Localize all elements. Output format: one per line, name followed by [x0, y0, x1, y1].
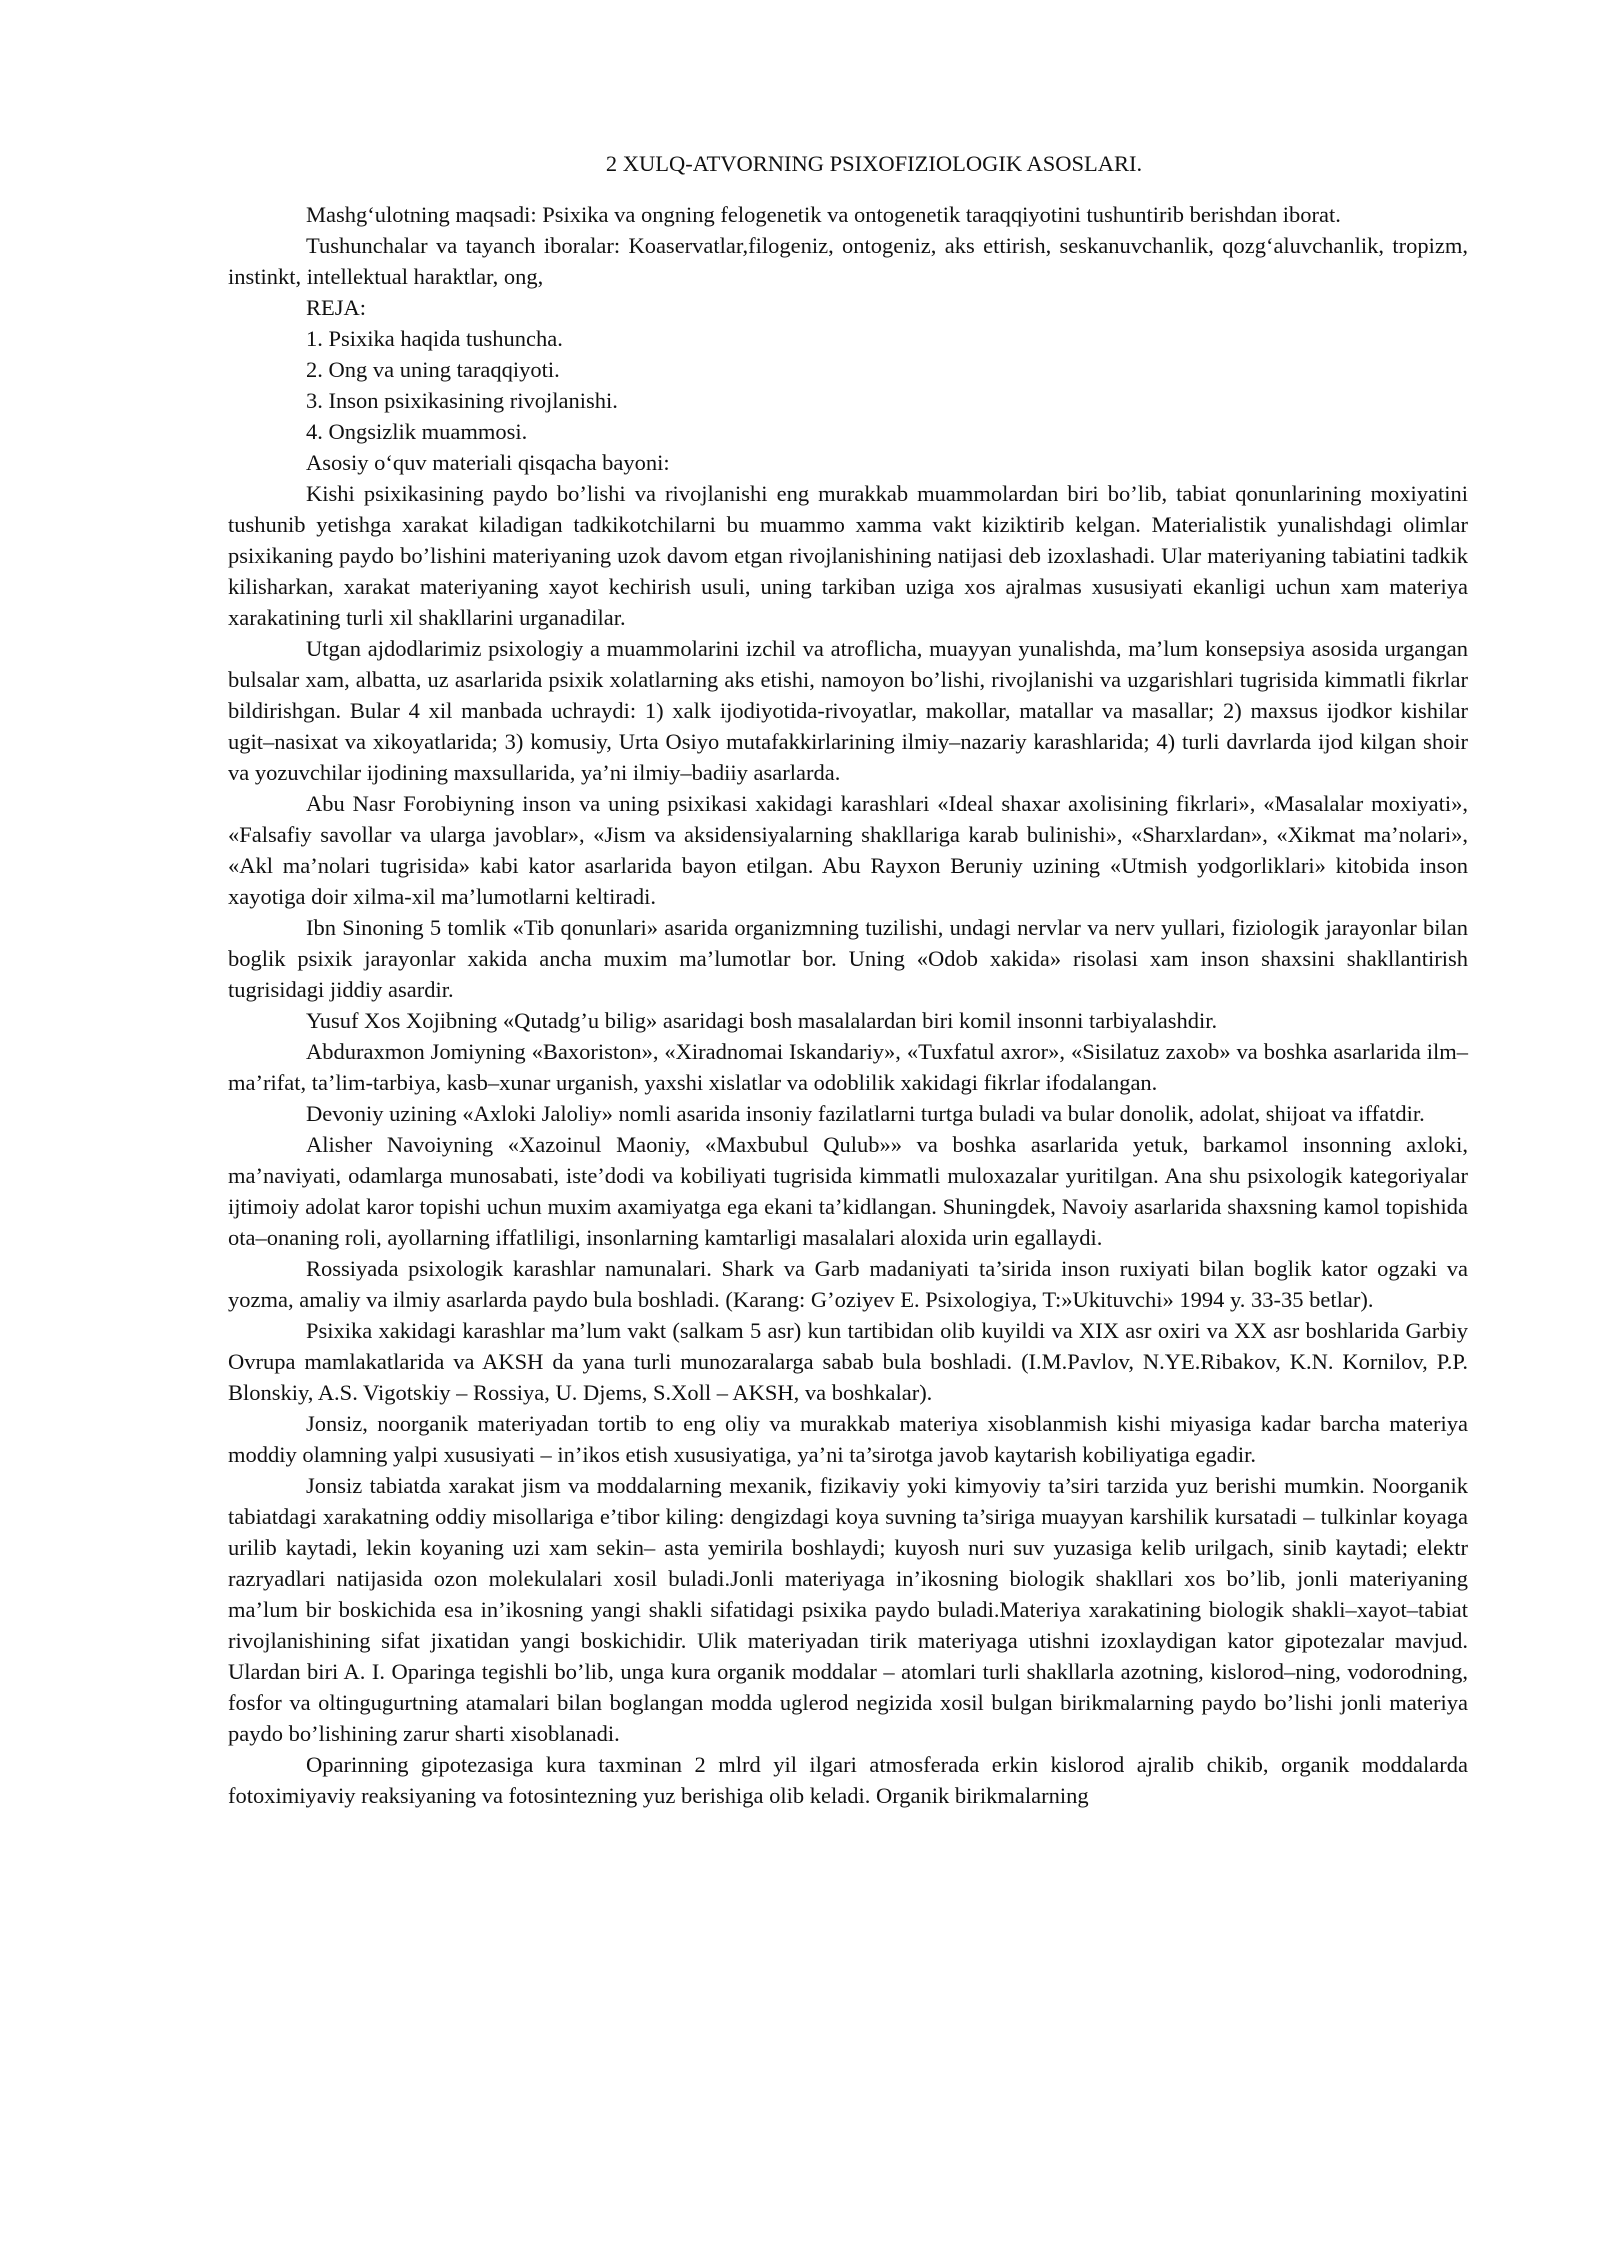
body-paragraph: Abduraxmon Jomiyning «Baxoriston», «Xiradnomai Iskandariy», «Tuxfatul axror», «Sisilatuz zaxob» va boshka asarlarida ilm–ma’rifat, ta’lim-tarbiya, kasb–xunar urganish, yaxshi xislatlar va odoblilik xakidagi fikrlar ifodalangan. — [228, 1039, 1468, 1095]
body-paragraph: Abu Nasr Forobiyning inson va uning psixikasi xakidagi karashlari «Ideal shaxar axolisining fikrlari», «Masalalar moxiyati», «Falsafiy savollar va ularga javoblar», «Jism va aksidensiyalarning shakllariga karab bulinishi», «Sharxlardan», «Xikmat ma’nolari», «Akl ma’nolari tugrisida» kabi kator asarlarida bayon etilgan. Abu Rayxon Beruniy uzining «Utmish yodgorliklari» kitobida inson xayotiga doir xilma-xil ma’lumotlarni keltiradi. — [228, 791, 1468, 909]
lesson-goal: Mashg‘ulotning maqsadi: Psixika va ongning felogenetik va ontogenetik taraqqiyotini tushuntirib berishdan iborat. — [306, 202, 1341, 227]
summary-heading: Asosiy o‘quv materiali qisqacha bayoni: — [306, 450, 670, 475]
plan-heading: REJA: — [306, 295, 367, 320]
body-paragraph: Oparinning gipotezasiga kura taxminan 2 mlrd yil ilgari atmosferada erkin kislorod ajralib chikib, organik moddalarda fotoximiyaviy reaksiyaning va fotosintezning yuz berishiga olib keladi. Organik birikmalarning — [228, 1752, 1468, 1808]
body-paragraph: Utgan ajdodlarimiz psixologiy a muammolarini izchil va atroflicha, muayyan yunalishda, ma’lum konsepsiya asosida urgangan bulsalar xam, albatta, uz asarlarida psixik xolatlarning aks etishi, namoyon bo’lishi, rivojlanishi va uzgarishlari tugrisida kimmatli fikrlar bildirishgan. Bular 4 xil manbada uchraydi: 1) xalk ijodiyotida-rivoyatlar, makollar, matallar va masallar; 2) maxsus ijodkor kishilar ugit–nasixat va xikoyatlarida; 3) komusiy, Urta Osiyo mutafakkirlarining ilmiy–nazariy karashlarida; 4) turli davrlarda ijod kilgan shoir va yozuvchilar ijodining maxsullarida, ya’ni ilmiy–badiiy asarlarda. — [228, 636, 1468, 785]
body-paragraph: Ibn Sinoning 5 tomlik «Tib qonunlari» asarida organizmning tuzilishi, undagi nervlar va nerv yullari, fiziologik jarayonlar bilan boglik psixik jarayonlar xakida ancha muxim ma’lumotlar bor. Uning «Odob xakida» risolasi xam inson shaxsini shakllantirish tugrisidagi jiddiy asardir. — [228, 915, 1468, 1002]
body-paragraph: Jonsiz tabiatda xarakat jism va moddalarning mexanik, fizikaviy yoki kimyoviy ta’siri tarzida yuz berishi mumkin. Noorganik tabiatdagi xarakatning oddiy misollariga e’tibor kiling: dengizdagi koya suvning ta’siriga muayyan karshilik kursatadi – tulkinlar koyaga urilib kaytadi, lekin koyaning uzi xam sekin– asta yemirila boshlaydi; kuyosh nuri suv yuzasiga kelib urilgach, sinib kaytadi; elektr razryadlari natijasida ozon molekulalari xosil buladi.Jonli materiyaga in’ikosning biologik shakllari xos bo’lib, jonli materiyaning ma’lum bir boskichida esa in’ikosning yangi shakli sifatidagi psixika paydo buladi.Materiya xarakatining biologik shakli–xayot–tabiat rivojlanishining sifat jixatidan yangi boskichidir. Ulik materiyadan tirik materiyaga utishni izoxlaydigan kator gipotezalar mavjud. Ulardan biri A. I. Oparinga tegishli bo’lib, unga kura organik moddalar – atomlari turli shakllarla azotning, kislorod–ning, vodorodning, fosfor va oltingugurtning atamalari bilan boglangan modda uglerod negizida xosil bulgan birikmalarning paydo bo’lishi jonli materiya paydo bo’lishining zarur sharti xisoblanadi. — [228, 1473, 1468, 1746]
body-paragraph: Psixika xakidagi karashlar ma’lum vakt (salkam 5 asr) kun tartibidan olib kuyildi va XIX asr oxiri va XX asr boshlarida Garbiy Ovrupa mamlakatlarida va AKSH da yana turli munozaralarga sabab bula boshladi. (I.M.Pavlov, N.YE.Ribakov, K.N. Kornilov, P.P. Blonskiy, A.S. Vigotskiy – Rossiya, U. Djems, S.Xoll – AKSH, va boshkalar). — [228, 1318, 1468, 1405]
plan-item: 4. Ongsizlik muammosi. — [306, 419, 528, 444]
body-paragraph: Yusuf Xos Xojibning «Qutadg’u bilig» asaridagi bosh masalalardan biri komil insonni tarbiyalashdir. — [306, 1008, 1218, 1033]
body-paragraph: Alisher Navoiyning «Xazoinul Maoniy, «Maxbubul Qulub»» va boshka asarlarida yetuk, barkamol insonning axloki, ma’naviyati, odamlarga munosabati, iste’dodi va kobiliyati tugrisida kimmatli muloxazalar yuritilgan. Ana shu psixologik kategoriyalar ijtimoiy adolat karor topishi uchun muxim axamiyatga ega ekani ta’kidlangan. Shuningdek, Navoiy asarlarida shaxsning kamol topishida ota–onaning roli, ayollarning iffatliligi, insonlarning kamtarligi masalalari aloxida urin egallaydi. — [228, 1132, 1468, 1250]
body-paragraph: Kishi psixikasining paydo bo’lishi va rivojlanishi eng murakkab muammolardan biri bo’lib, tabiat qonunlarining moxiyatini tushunib yetishga xarakat kiladigan tadkikotchilarni bu muammo xamma vakt kiziktirib kelgan. Materialistik yunalishdagi olimlar psixikaning paydo bo’lishini materiyaning uzok davom etgan rivojlanishining natijasi deb izoxlashadi. Ular materiyaning tabiatini tadkik kilisharkan, xarakat materiyaning xayot kechirish usuli, uning tarkiban uziga xos ajralmas xususiyati ekanligi uchun xam materiya xarakatining turli xil shakllarini urganadilar. — [228, 481, 1468, 630]
plan-item: 3. Inson psixikasining rivojlanishi. — [306, 388, 618, 413]
plan-item: 1. Psixika haqida tushuncha. — [306, 326, 563, 351]
plan-item: 2. Ong va uning taraqqiyoti. — [306, 357, 560, 382]
body-paragraph: Devoniy uzining «Axloki Jaloliy» nomli asarida insoniy fazilatlarni turtga buladi va bular donolik, adolat, shijoat va iffatdir. — [306, 1101, 1425, 1126]
body-paragraph: Jonsiz, noorganik materiyadan tortib to eng oliy va murakkab materiya xisoblanmish kishi miyasiga kadar barcha materiya moddiy olamning yalpi xususiyati – in’ikos etish xususiyatiga, ya’ni ta’sirotga javob kaytarish kobiliyatiga egadir. — [228, 1411, 1468, 1467]
document-title: 2 XULQ-ATVORNING PSIXOFIZIOLOGIK ASOSLARI. — [605, 151, 1143, 176]
document-page — [228, 148, 1468, 1811]
plan-list — [228, 323, 1468, 447]
body-paragraph: Rossiyada psixologik karashlar namunalari. Shark va Garb madaniyati ta’sirida inson ruxiyati bilan boglik kator ogzaki va yozma, amaliy va ilmiy asarlarda paydo bula boshladi. (Karang: G’oziyev E. Psixologiya, T:»Ukituvchi» 1994 y. 33-35 betlar). — [228, 1256, 1468, 1312]
key-terms: Tushunchalar va tayanch iboralar: Koaservatlar,filogeniz, ontogeniz, aks ettirish, seskanuvchanlik, qozg‘aluvchanlik, tropizm, instinkt, intellektual haraktlar, ong, — [228, 233, 1468, 289]
